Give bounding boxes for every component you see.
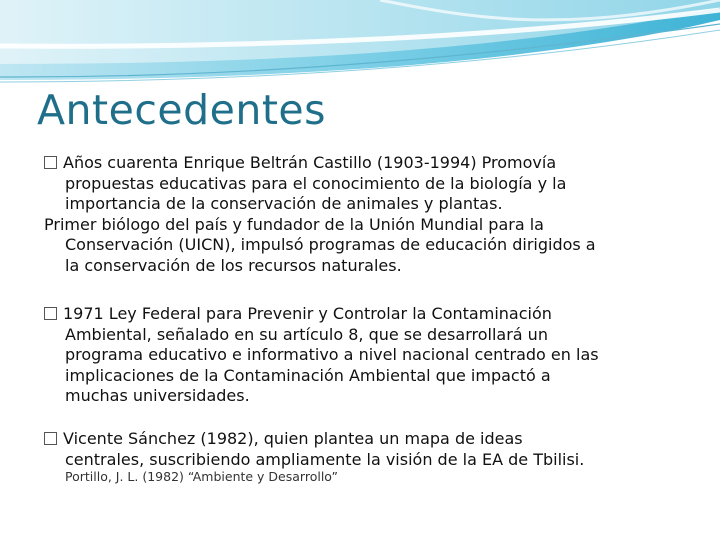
header-wave-decoration (0, 0, 720, 95)
paragraph-first-line: Vicente Sánchez (1982), quien plantea un mapa de ideas (44, 429, 684, 450)
paragraph-line: Conservación (UICN), impulsó programas de educación dirigidos a (65, 235, 596, 254)
slide-title: Antecedentes (37, 86, 326, 134)
paragraph-ley-federal (44, 304, 684, 407)
paragraph-line: Primer biólogo del país y fundador de la Unión Mundial para la (44, 214, 544, 234)
paragraph-first-line: 1971 Ley Federal para Prevenir y Controlar la Contaminación (44, 304, 684, 325)
paragraph-vicente-sanchez (44, 429, 684, 470)
paragraph-beltran (44, 153, 684, 276)
paragraph-first-line: Años cuarenta Enrique Beltrán Castillo (1903-1994) Promovía (44, 153, 684, 174)
paragraph-line: Ambiental, señalado en su artículo 8, que se desarrollará un (65, 324, 548, 344)
paragraph-line: programa educativo e informativo a nivel nacional centrado en las (65, 345, 599, 364)
paragraph-line: centrales, suscribiendo ampliamente la visión de la EA de Tbilisi. (65, 449, 585, 469)
citation: Portillo, J. L. (1982) “Ambiente y Desarrollo” (65, 469, 338, 484)
paragraph-line: la conservación de los recursos naturales. (65, 255, 402, 275)
box-bullet-icon (44, 307, 57, 320)
paragraph-line: implicaciones de la Contaminación Ambiental que impactó a (65, 365, 551, 385)
paragraph-line: importancia de la conservación de animales y plantas. (65, 194, 503, 213)
paragraph-line: muchas universidades. (65, 386, 250, 405)
box-bullet-icon (44, 432, 57, 445)
box-bullet-icon (44, 156, 57, 169)
paragraph-line: propuestas educativas para el conocimiento de la biología y la (65, 173, 567, 193)
